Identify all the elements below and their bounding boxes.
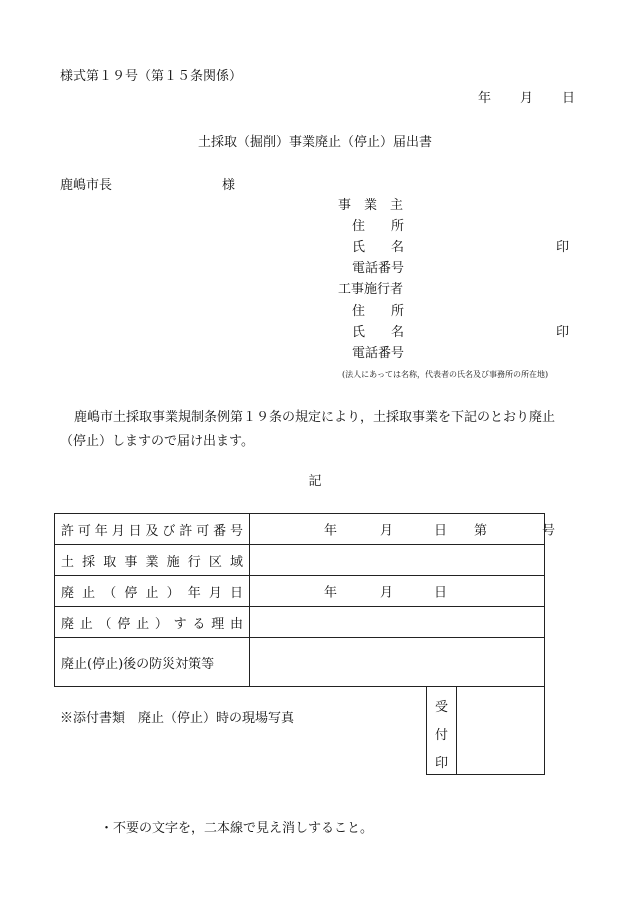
date-year: 年 xyxy=(478,91,492,106)
table-row xyxy=(55,545,545,576)
attachment-note: ※添付書類 廃止（停止）時の現場写真 xyxy=(60,711,295,726)
abolish-month: 月 xyxy=(380,585,394,601)
abolish-date-value[interactable] xyxy=(250,576,545,607)
addressee-name: 鹿嶋市長 xyxy=(60,178,113,193)
reason-value[interactable] xyxy=(250,607,545,638)
disaster-value[interactable] xyxy=(250,638,545,687)
receipt-stamp-box xyxy=(426,686,545,775)
disaster-label: 廃止(停止)後の防災対策等 xyxy=(55,638,250,687)
receipt-char-1: 受 xyxy=(435,700,449,715)
table-row xyxy=(55,607,545,638)
contractor-seal: 印 xyxy=(556,325,570,340)
contractor-address-label: 住 所 xyxy=(352,304,405,319)
owner-address-label: 住 所 xyxy=(352,219,405,234)
area-value[interactable] xyxy=(250,545,545,576)
table-row xyxy=(55,638,545,687)
contractor-name-label: 氏 名 xyxy=(352,325,405,340)
permit-value[interactable] xyxy=(250,514,556,545)
abolish-day: 日 xyxy=(434,585,448,601)
owner-name-label: 氏 名 xyxy=(352,240,405,255)
permit-year: 年 xyxy=(324,523,338,539)
ki-heading: 記 xyxy=(308,474,322,489)
permit-label: 許可年月日及び許可番号 xyxy=(55,514,250,545)
receipt-divider xyxy=(456,686,457,774)
business-owner-label: 事 業 主 xyxy=(338,198,404,213)
table-row xyxy=(55,576,545,607)
body-text: 鹿嶋市土採取事業規制条例第１９条の規定により，土採取事業を下記のとおり廃止（停止）しますので届け出ます。 xyxy=(60,410,556,449)
addressee-honorific: 様 xyxy=(222,178,236,193)
permit-day: 日 xyxy=(434,523,448,539)
date-day: 日 xyxy=(562,91,576,106)
footnote: ・不要の文字を，二本線で見え消しすること。 xyxy=(100,821,374,836)
document-title: 土採取（掘削）事業廃止（停止）届出書 xyxy=(197,135,432,150)
owner-seal: 印 xyxy=(556,240,570,255)
submission-date xyxy=(478,92,575,105)
form-number: 様式第１９号（第１５条関係） xyxy=(60,69,243,84)
owner-phone-label: 電話番号 xyxy=(352,261,405,276)
details-table xyxy=(54,513,556,687)
date-month: 月 xyxy=(520,91,534,106)
abolish-date-label: 廃止（停止）年月日 xyxy=(55,576,250,607)
corporate-note: (法人にあっては名称，代表者の氏名及び事務所の所在地) xyxy=(342,370,549,379)
contractor-label: 工事施行者 xyxy=(338,282,404,297)
permit-month: 月 xyxy=(380,523,394,539)
permit-gou: 号 xyxy=(542,523,556,539)
receipt-char-2: 付 xyxy=(435,728,449,743)
table-row xyxy=(55,514,545,545)
reason-label: 廃止（停止）する理由 xyxy=(55,607,250,638)
abolish-year: 年 xyxy=(324,585,338,601)
area-label: 土採取事業施行区域 xyxy=(55,545,250,576)
receipt-char-3: 印 xyxy=(435,756,449,771)
contractor-phone-label: 電話番号 xyxy=(352,346,405,361)
permit-dai: 第 xyxy=(474,523,488,539)
